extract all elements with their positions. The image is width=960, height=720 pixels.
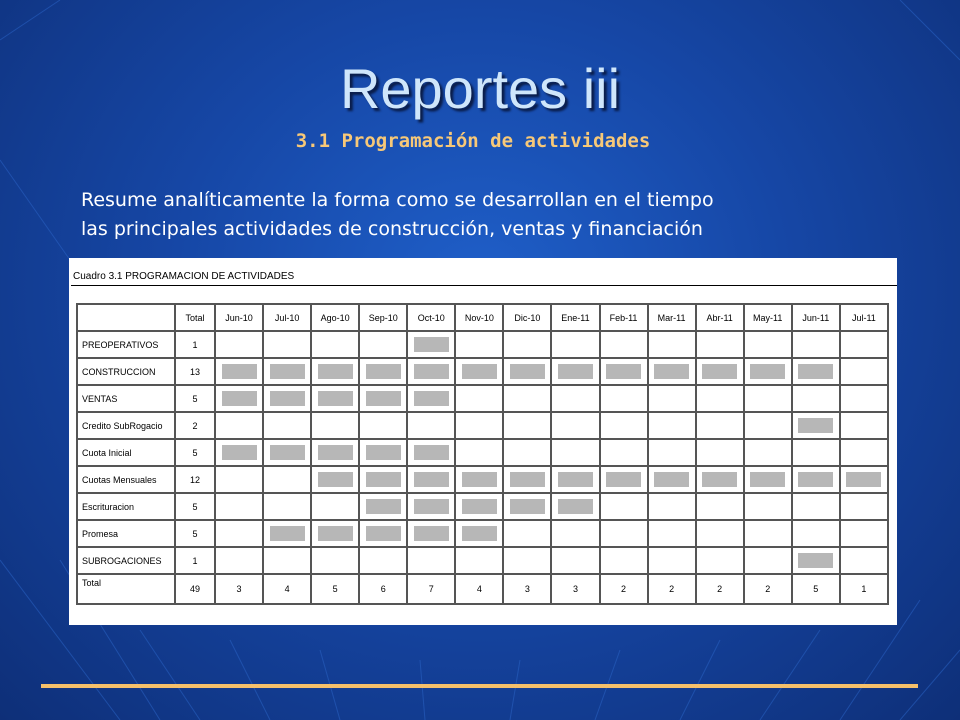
schedule-cell xyxy=(648,412,696,439)
activity-bar xyxy=(366,391,401,406)
schedule-cell xyxy=(359,493,407,520)
activity-bar xyxy=(558,472,593,487)
footer-month-total: 4 xyxy=(455,574,503,604)
schedule-cell xyxy=(407,520,455,547)
activity-bar xyxy=(366,526,401,541)
activity-bar xyxy=(798,364,833,379)
header-month: Nov-10 xyxy=(455,304,503,331)
schedule-cell xyxy=(600,358,648,385)
activity-bar xyxy=(222,391,257,406)
schedule-cell xyxy=(455,412,503,439)
header-month: Oct-10 xyxy=(407,304,455,331)
schedule-cell xyxy=(792,520,840,547)
schedule-cell xyxy=(696,412,744,439)
activity-bar xyxy=(462,364,497,379)
row-label: CONSTRUCCION xyxy=(77,358,175,385)
schedule-cell xyxy=(359,466,407,493)
schedule-cell xyxy=(263,466,311,493)
row-label: Cuotas Mensuales xyxy=(77,466,175,493)
header-month: Jun-10 xyxy=(215,304,263,331)
activity-bar xyxy=(414,499,449,514)
schedule-cell xyxy=(215,520,263,547)
schedule-cell xyxy=(551,385,599,412)
table-caption: Cuadro 3.1 PROGRAMACION DE ACTIVIDADES xyxy=(73,271,295,282)
activity-bar xyxy=(798,418,833,433)
table-footer-row xyxy=(77,574,888,604)
row-label: VENTAS xyxy=(77,385,175,412)
schedule-cell xyxy=(407,358,455,385)
header-month: Jul-10 xyxy=(263,304,311,331)
activity-bar xyxy=(462,526,497,541)
activity-bar xyxy=(654,364,689,379)
table-row xyxy=(77,493,888,520)
schedule-cell xyxy=(792,439,840,466)
slide-title: Reportes iii xyxy=(339,57,621,120)
schedule-cell xyxy=(551,331,599,358)
schedule-cell xyxy=(648,331,696,358)
activity-bar xyxy=(702,472,737,487)
bottom-rule xyxy=(41,684,918,688)
schedule-cell xyxy=(696,358,744,385)
schedule-cell xyxy=(648,520,696,547)
footer-month-total: 4 xyxy=(263,574,311,604)
activity-bar xyxy=(318,445,353,460)
header-month: Mar-11 xyxy=(648,304,696,331)
schedule-cell xyxy=(263,412,311,439)
footer-month-total: 2 xyxy=(696,574,744,604)
schedule-cell xyxy=(503,412,551,439)
schedule-cell xyxy=(455,439,503,466)
table-row xyxy=(77,331,888,358)
activity-bar xyxy=(462,472,497,487)
schedule-cell xyxy=(263,439,311,466)
activity-bar xyxy=(270,391,305,406)
schedule-cell xyxy=(263,331,311,358)
schedule-cell xyxy=(551,547,599,574)
footer-month-total: 3 xyxy=(503,574,551,604)
header-month: Feb-11 xyxy=(600,304,648,331)
description-line-1: Resume analíticamente la forma como se desarrollan en el tiempo xyxy=(81,189,714,211)
table-header-row xyxy=(77,304,888,331)
activity-bar xyxy=(414,445,449,460)
schedule-cell xyxy=(551,520,599,547)
schedule-cell xyxy=(744,439,792,466)
activity-bar xyxy=(318,526,353,541)
footer-label: Total xyxy=(77,574,175,604)
schedule-cell xyxy=(215,547,263,574)
schedule-cell xyxy=(215,358,263,385)
table-row xyxy=(77,439,888,466)
activity-bar xyxy=(318,472,353,487)
schedule-cell xyxy=(263,547,311,574)
activity-bar xyxy=(558,499,593,514)
schedule-cell xyxy=(840,493,888,520)
footer-month-total: 3 xyxy=(551,574,599,604)
schedule-cell xyxy=(744,493,792,520)
activity-bar xyxy=(414,472,449,487)
schedule-cell xyxy=(407,331,455,358)
schedule-cell xyxy=(215,385,263,412)
schedule-cell xyxy=(744,331,792,358)
row-total: 1 xyxy=(175,331,215,358)
row-label: Cuota Inicial xyxy=(77,439,175,466)
schedule-cell xyxy=(503,520,551,547)
schedule-cell xyxy=(840,547,888,574)
schedule-cell xyxy=(359,331,407,358)
row-total: 1 xyxy=(175,547,215,574)
schedule-cell xyxy=(263,358,311,385)
activity-bar xyxy=(702,364,737,379)
schedule-cell xyxy=(311,547,359,574)
schedule-cell xyxy=(792,547,840,574)
schedule-cell xyxy=(359,358,407,385)
activity-bar xyxy=(318,364,353,379)
activity-schedule-table xyxy=(76,303,889,605)
activity-bar xyxy=(366,445,401,460)
row-total: 5 xyxy=(175,520,215,547)
schedule-cell xyxy=(359,520,407,547)
schedule-cell xyxy=(600,439,648,466)
schedule-cell xyxy=(503,493,551,520)
schedule-cell xyxy=(311,493,359,520)
schedule-cell xyxy=(503,358,551,385)
schedule-cell xyxy=(311,439,359,466)
activity-bar xyxy=(318,391,353,406)
header-month: Sep-10 xyxy=(359,304,407,331)
activity-bar xyxy=(222,364,257,379)
schedule-cell xyxy=(359,412,407,439)
activity-bar xyxy=(510,472,545,487)
footer-month-total: 1 xyxy=(840,574,888,604)
header-month: Dic-10 xyxy=(503,304,551,331)
header-total: Total xyxy=(175,304,215,331)
header-month: Abr-11 xyxy=(696,304,744,331)
activity-bar xyxy=(414,391,449,406)
activity-bar xyxy=(510,364,545,379)
slide-subtitle: 3.1 Programación de actividades xyxy=(295,130,651,152)
activity-bar xyxy=(414,364,449,379)
schedule-cell xyxy=(263,520,311,547)
schedule-cell xyxy=(551,493,599,520)
schedule-cell xyxy=(455,493,503,520)
schedule-cell xyxy=(792,385,840,412)
schedule-cell xyxy=(407,439,455,466)
schedule-cell xyxy=(792,493,840,520)
schedule-cell xyxy=(455,466,503,493)
activity-bar xyxy=(750,364,785,379)
activity-bar xyxy=(462,499,497,514)
schedule-cell xyxy=(600,466,648,493)
schedule-cell xyxy=(359,439,407,466)
row-label: SUBROGACIONES xyxy=(77,547,175,574)
activity-bar xyxy=(414,337,449,352)
activity-bar xyxy=(558,364,593,379)
schedule-cell xyxy=(696,493,744,520)
schedule-cell xyxy=(215,412,263,439)
schedule-cell xyxy=(263,493,311,520)
schedule-cell xyxy=(744,547,792,574)
schedule-cell xyxy=(551,466,599,493)
schedule-cell xyxy=(407,412,455,439)
schedule-cell xyxy=(792,466,840,493)
schedule-cell xyxy=(792,358,840,385)
activity-bar xyxy=(366,499,401,514)
caption-rule xyxy=(71,285,897,286)
table-row xyxy=(77,358,888,385)
schedule-cell xyxy=(648,439,696,466)
schedule-cell xyxy=(648,493,696,520)
schedule-cell xyxy=(648,358,696,385)
activity-bar xyxy=(366,364,401,379)
activity-bar xyxy=(654,472,689,487)
schedule-cell xyxy=(215,466,263,493)
activity-bar xyxy=(606,472,641,487)
schedule-cell xyxy=(311,331,359,358)
schedule-cell xyxy=(840,412,888,439)
table-row xyxy=(77,385,888,412)
row-total: 2 xyxy=(175,412,215,439)
footer-month-total: 6 xyxy=(359,574,407,604)
activity-bar xyxy=(846,472,881,487)
schedule-cell xyxy=(311,412,359,439)
schedule-cell xyxy=(359,547,407,574)
row-total: 13 xyxy=(175,358,215,385)
schedule-cell xyxy=(600,493,648,520)
schedule-cell xyxy=(792,412,840,439)
schedule-cell xyxy=(744,358,792,385)
schedule-cell xyxy=(696,520,744,547)
footer-month-total: 5 xyxy=(792,574,840,604)
schedule-cell xyxy=(696,547,744,574)
row-total: 5 xyxy=(175,493,215,520)
schedule-cell xyxy=(696,466,744,493)
header-month: Ago-10 xyxy=(311,304,359,331)
schedule-cell xyxy=(551,412,599,439)
schedule-cell xyxy=(503,331,551,358)
activity-bar xyxy=(798,553,833,568)
row-total: 12 xyxy=(175,466,215,493)
table-row xyxy=(77,547,888,574)
schedule-cell xyxy=(600,385,648,412)
description-line-2: las principales actividades de construcción, ventas y financiación xyxy=(81,218,703,240)
table-row xyxy=(77,412,888,439)
schedule-cell xyxy=(840,358,888,385)
schedule-cell xyxy=(600,547,648,574)
schedule-cell xyxy=(455,547,503,574)
schedule-cell xyxy=(696,331,744,358)
schedule-cell xyxy=(840,385,888,412)
header-month: Jun-11 xyxy=(792,304,840,331)
schedule-cell xyxy=(215,493,263,520)
footer-month-total: 7 xyxy=(407,574,455,604)
activity-bar xyxy=(750,472,785,487)
schedule-cell xyxy=(311,520,359,547)
header-month: Ene-11 xyxy=(551,304,599,331)
activity-bar xyxy=(414,526,449,541)
schedule-cell xyxy=(696,385,744,412)
row-label: PREOPERATIVOS xyxy=(77,331,175,358)
activity-bar xyxy=(366,472,401,487)
schedule-cell xyxy=(840,331,888,358)
table-row xyxy=(77,466,888,493)
schedule-cell xyxy=(551,439,599,466)
activity-bar xyxy=(270,364,305,379)
schedule-cell xyxy=(407,385,455,412)
header-blank xyxy=(77,304,175,331)
schedule-cell xyxy=(503,466,551,493)
schedule-cell xyxy=(215,439,263,466)
schedule-cell xyxy=(455,331,503,358)
schedule-cell xyxy=(600,520,648,547)
schedule-cell xyxy=(407,493,455,520)
schedule-cell xyxy=(744,466,792,493)
schedule-cell xyxy=(455,385,503,412)
schedule-cell xyxy=(840,520,888,547)
schedule-cell xyxy=(551,358,599,385)
row-label: Credito SubRogacio xyxy=(77,412,175,439)
footer-month-total: 5 xyxy=(311,574,359,604)
schedule-cell xyxy=(407,466,455,493)
footer-month-total: 3 xyxy=(215,574,263,604)
row-total: 5 xyxy=(175,439,215,466)
schedule-cell xyxy=(648,385,696,412)
schedule-cell xyxy=(503,439,551,466)
schedule-cell xyxy=(215,331,263,358)
schedule-cell xyxy=(263,385,311,412)
activity-bar xyxy=(510,499,545,514)
schedule-cell xyxy=(359,385,407,412)
row-label: Promesa xyxy=(77,520,175,547)
header-month: May-11 xyxy=(744,304,792,331)
schedule-cell xyxy=(455,358,503,385)
activity-bar xyxy=(270,526,305,541)
activity-bar xyxy=(606,364,641,379)
schedule-cell xyxy=(503,385,551,412)
activity-bar xyxy=(270,445,305,460)
schedule-cell xyxy=(648,466,696,493)
footer-month-total: 2 xyxy=(744,574,792,604)
footer-month-total: 2 xyxy=(648,574,696,604)
footer-total: 49 xyxy=(175,574,215,604)
row-label: Escrituracion xyxy=(77,493,175,520)
schedule-cell xyxy=(744,520,792,547)
schedule-cell xyxy=(311,466,359,493)
schedule-cell xyxy=(311,385,359,412)
schedule-cell xyxy=(503,547,551,574)
row-total: 5 xyxy=(175,385,215,412)
footer-month-total: 2 xyxy=(600,574,648,604)
header-month: Jul-11 xyxy=(840,304,888,331)
schedule-cell xyxy=(696,439,744,466)
schedule-cell xyxy=(648,547,696,574)
schedule-cell xyxy=(840,439,888,466)
schedule-cell xyxy=(744,385,792,412)
activity-schedule-panel xyxy=(69,258,897,625)
schedule-cell xyxy=(744,412,792,439)
description xyxy=(81,186,901,244)
schedule-cell xyxy=(455,520,503,547)
schedule-cell xyxy=(311,358,359,385)
activity-bar xyxy=(798,472,833,487)
schedule-cell xyxy=(840,466,888,493)
schedule-cell xyxy=(600,412,648,439)
schedule-cell xyxy=(600,331,648,358)
schedule-cell xyxy=(792,331,840,358)
activity-bar xyxy=(222,445,257,460)
schedule-cell xyxy=(407,547,455,574)
table-row xyxy=(77,520,888,547)
